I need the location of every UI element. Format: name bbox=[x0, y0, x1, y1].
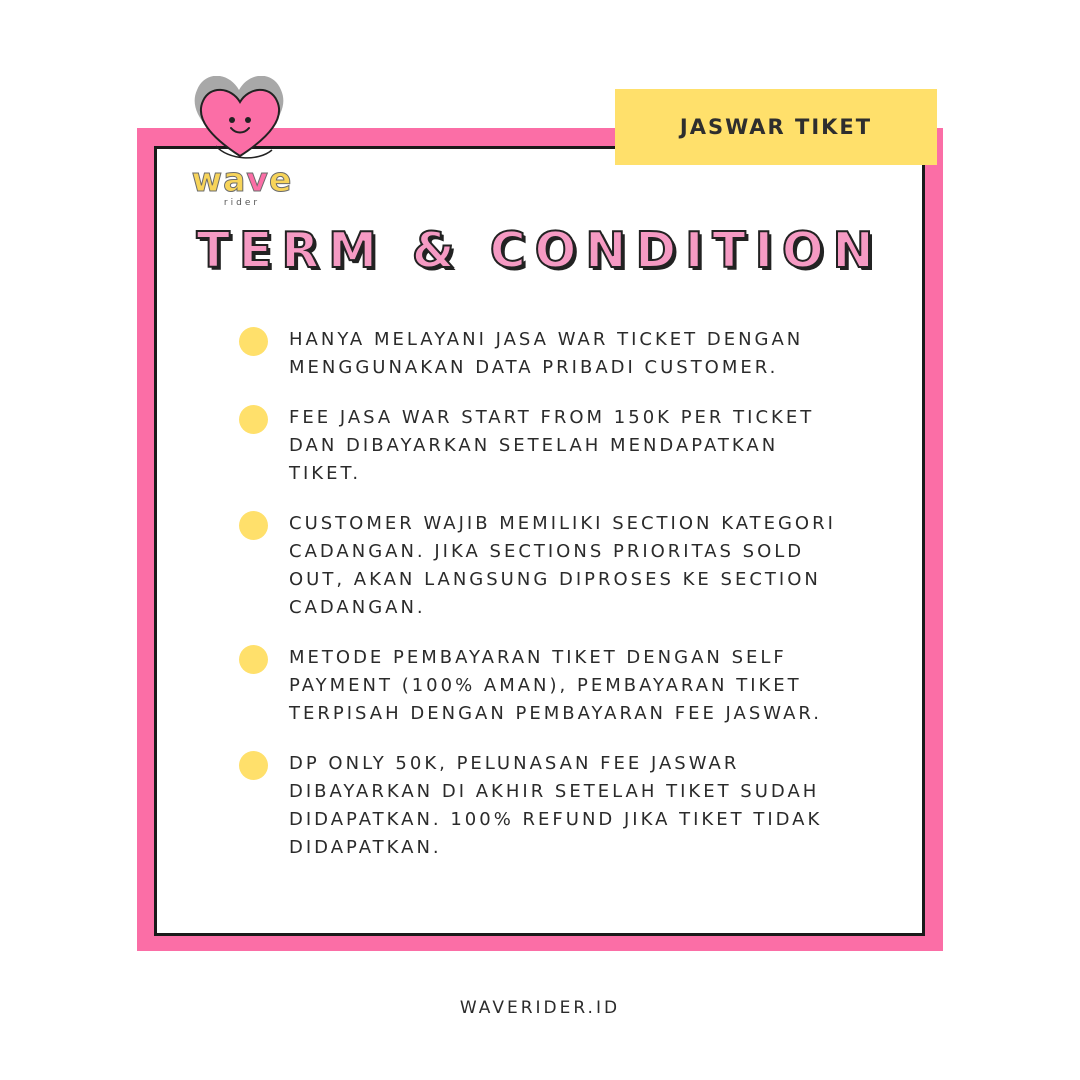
term-line: MENGGUNAKAN DATA PRIBADI CUSTOMER. bbox=[289, 357, 779, 378]
bullet-dot-icon bbox=[239, 751, 268, 780]
bullet-dot-icon bbox=[239, 327, 268, 356]
term-line: DAN DIBAYARKAN SETELAH MENDAPATKAN bbox=[289, 435, 779, 456]
list-item bbox=[238, 750, 878, 862]
term-line: CADANGAN. JIKA SECTIONS PRIORITAS SOLD bbox=[289, 541, 805, 562]
smiling-heart-icon bbox=[176, 76, 308, 166]
term-line: OUT, AKAN LANGSUNG DIPROSES KE SECTION bbox=[289, 569, 821, 590]
list-item bbox=[238, 510, 878, 622]
list-item bbox=[238, 404, 878, 488]
footer-website: WAVERIDER.ID bbox=[459, 998, 621, 1018]
logo-wordmark: wave bbox=[191, 160, 293, 199]
term-line: DIDAPATKAN. bbox=[289, 837, 442, 858]
term-line: CUSTOMER WAJIB MEMILIKI SECTION KATEGORI bbox=[289, 513, 836, 534]
term-text bbox=[289, 326, 878, 382]
term-line: DIBAYARKAN DI AKHIR SETELAH TIKET SUDAH bbox=[289, 781, 820, 802]
bullet-dot-icon bbox=[239, 405, 268, 434]
list-item bbox=[238, 326, 878, 382]
term-text bbox=[289, 644, 878, 728]
term-line: DP ONLY 50K, PELUNASAN FEE JASWAR bbox=[289, 753, 740, 774]
term-line: TIKET. bbox=[289, 463, 362, 484]
logo-subtitle: rider bbox=[223, 198, 261, 208]
bullet-dot-icon bbox=[239, 645, 268, 674]
page-title: TERM & CONDITION bbox=[196, 222, 883, 279]
term-line: HANYA MELAYANI JASA WAR TICKET DENGAN bbox=[289, 329, 804, 350]
term-line: FEE JASA WAR START FROM 150K PER TICKET bbox=[289, 407, 815, 428]
term-line: METODE PEMBAYARAN TIKET DENGAN SELF bbox=[289, 647, 787, 668]
term-text bbox=[289, 750, 878, 862]
term-line: CADANGAN. bbox=[289, 597, 426, 618]
term-line: TERPISAH DENGAN PEMBAYARAN FEE JASWAR. bbox=[289, 703, 822, 724]
badge-label: JASWAR TIKET bbox=[679, 115, 873, 139]
bullet-dot-icon bbox=[239, 511, 268, 540]
terms-list bbox=[238, 326, 878, 884]
term-text bbox=[289, 510, 878, 622]
term-text bbox=[289, 404, 878, 488]
header-badge bbox=[615, 89, 937, 165]
term-line: PAYMENT (100% AMAN), PEMBAYARAN TIKET bbox=[289, 675, 802, 696]
brand-logo bbox=[176, 76, 308, 210]
list-item bbox=[238, 644, 878, 728]
term-line: DIDAPATKAN. 100% REFUND JIKA TIKET TIDAK bbox=[289, 809, 823, 830]
